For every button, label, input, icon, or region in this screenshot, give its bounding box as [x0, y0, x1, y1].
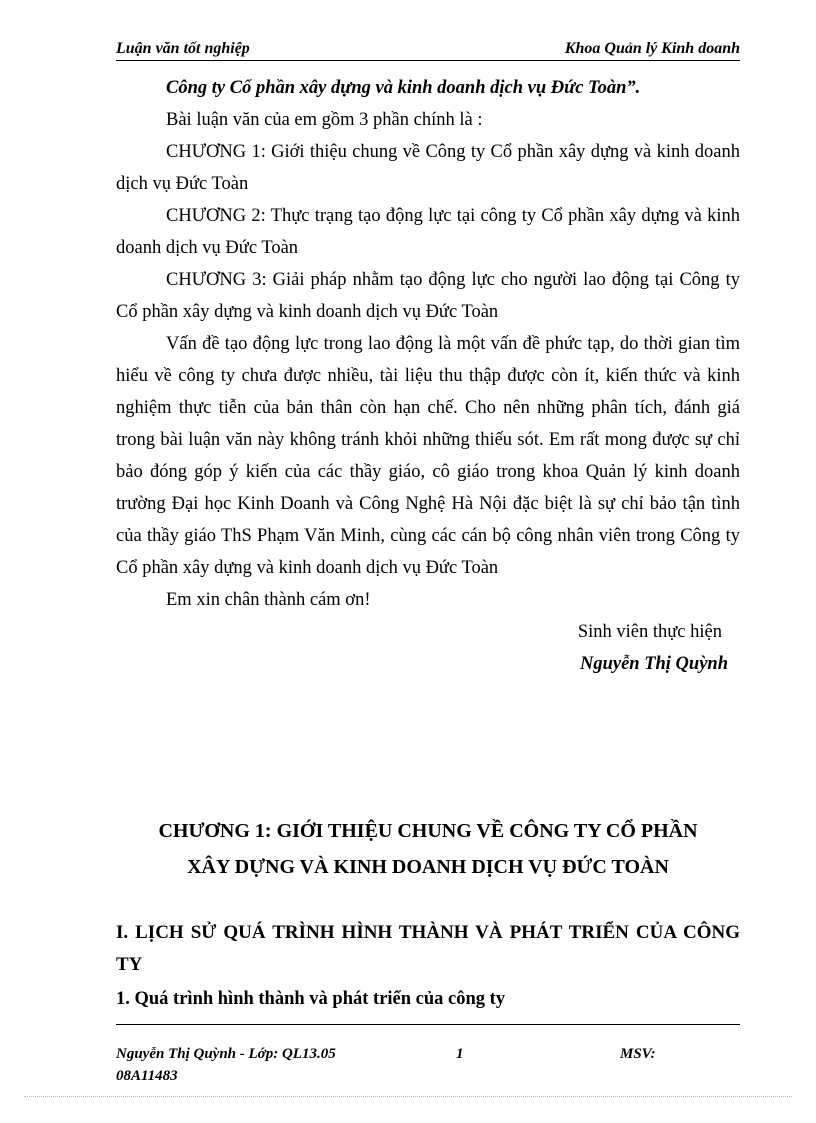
page-edge-divider — [24, 1096, 792, 1097]
footer-author-class: Nguyễn Thị Quỳnh - Lớp: QL13.05 — [116, 1046, 336, 1062]
footer-divider — [116, 1024, 740, 1025]
section-heading: I. LỊCH SỬ QUÁ TRÌNH HÌNH THÀNH VÀ PHÁT TRIỂN CỦA CÔNG TY — [116, 922, 740, 975]
header-thesis-label: Luận văn tốt nghiệp — [116, 40, 250, 57]
chapter-1-summary: CHƯƠNG 1: Giới thiệu chung về Công ty Cổ phần xây dựng và kinh doanh dịch vụ Đức Toàn — [116, 142, 740, 194]
intro-line: Bài luận văn của em gồm 3 phần chính là : — [166, 110, 483, 130]
chapter-title — [116, 813, 740, 885]
company-line: Công ty Cổ phần xây dựng và kinh doanh dịch vụ Đức Toàn”. — [166, 78, 641, 98]
page-number: 1 — [456, 1046, 464, 1062]
footer-student-id: 08A11483 — [116, 1068, 178, 1084]
chapter-title-line-2: XÂY DỰNG VÀ KINH DOANH DỊCH VỤ ĐỨC TOÀN — [187, 856, 669, 878]
chapter-3-summary: CHƯƠNG 3: Giải pháp nhằm tạo động lực cho người lao động tại Công ty Cổ phần xây dựng và kinh doanh dịch vụ Đức Toàn — [116, 270, 740, 322]
signer-role: Sinh viên thực hiện — [577, 622, 722, 642]
chapter-2-summary: CHƯƠNG 2: Thực trạng tạo động lực tại công ty Cổ phần xây dựng và kinh doanh dịch vụ Đức Toàn — [116, 206, 740, 258]
body-text — [116, 72, 740, 680]
header-faculty-label: Khoa Quản lý Kinh doanh — [564, 40, 740, 57]
chapter-title-line-1: CHƯƠNG 1: GIỚI THIỆU CHUNG VỀ CÔNG TY CỔ PHẦN — [158, 820, 698, 842]
thanks-line: Em xin chân thành cám ơn! — [166, 590, 371, 610]
signer-name: Nguyễn Thị Quỳnh — [579, 654, 728, 674]
main-paragraph: Vấn đề tạo động lực trong lao động là một vấn đề phức tạp, do thời gian tìm hiểu về công ty chưa được nhiều, tài liệu thu thập được còn ít, kiến thức và kinh nghiệm thực tiễn của bản thân còn hạn chế. Cho nên những phân tích, đánh giá trong bài luận văn này không tránh khỏi những thiếu sót. Em rất mong được sự chỉ bảo đóng góp ý kiến của các thầy giáo, cô giáo trong khoa Quản lý kinh doanh trường Đại học Kinh Doanh và Công Nghệ Hà Nội đặc biệt là sự chỉ bảo tận tình của thầy giáo ThS Phạm Văn Minh, cùng các cán bộ công nhân viên trong Công ty Cổ phần xây dựng và kinh doanh dịch vụ Đức Toàn — [116, 334, 740, 578]
page-header — [116, 38, 740, 61]
footer-msv-label: MSV: — [620, 1046, 656, 1062]
subsection-heading: 1. Quá trình hình thành và phát triển của công ty — [116, 989, 506, 1009]
